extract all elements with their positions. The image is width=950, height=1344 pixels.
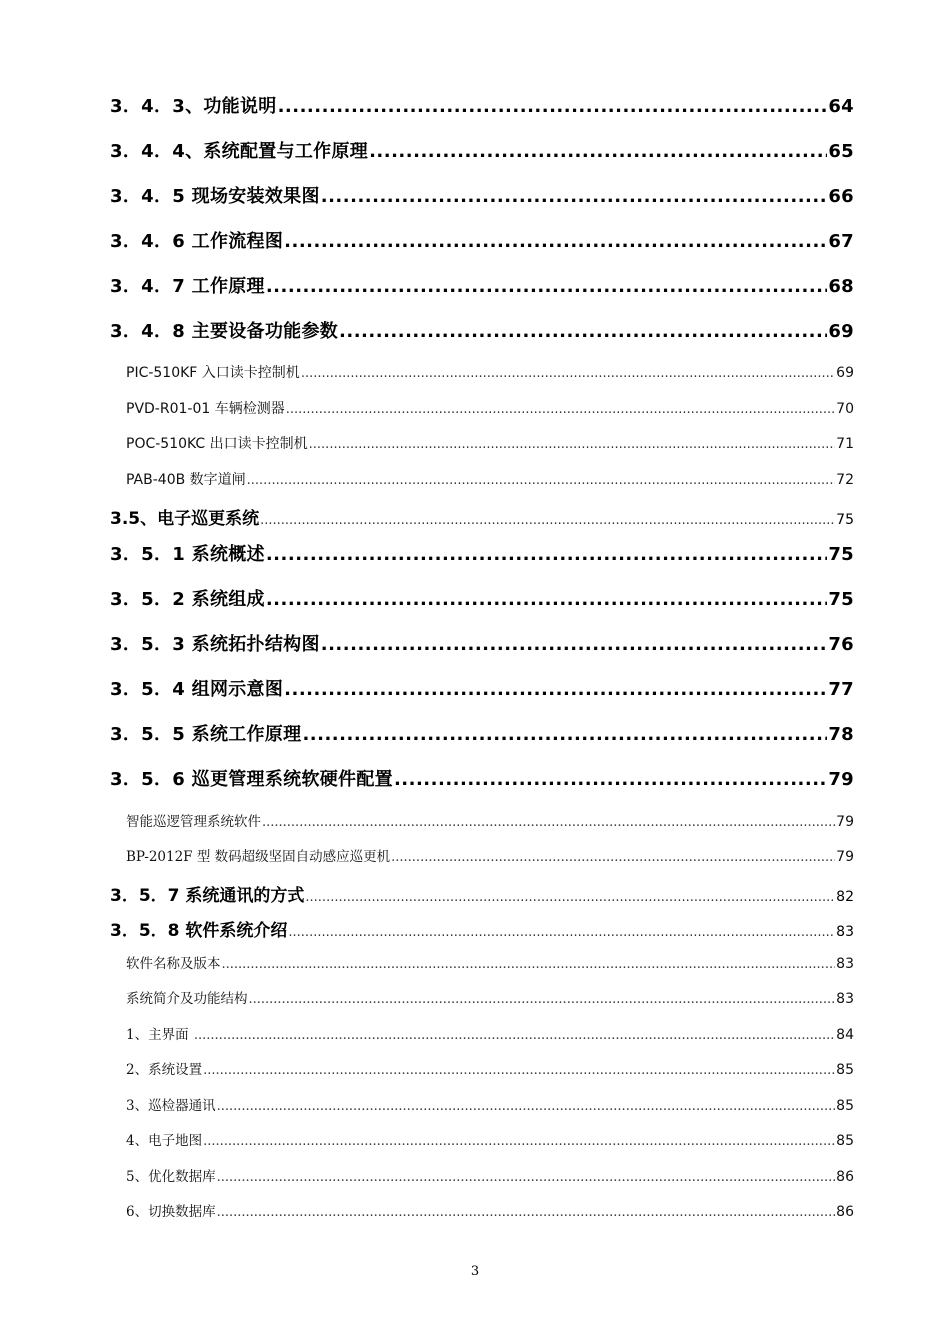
dot-leader: [278, 96, 828, 117]
toc-entry-page: 86: [836, 1204, 854, 1220]
dot-leader: [339, 321, 827, 342]
dot-leader: [305, 890, 835, 905]
toc-entry-title: 3．5．2 系统组成: [110, 588, 265, 610]
toc-entry-title: 3．5．5 系统工作原理: [110, 723, 302, 745]
toc-entry-page: 72: [836, 471, 854, 488]
toc-entry-title: 3.5、电子巡更系统: [110, 509, 260, 529]
toc-entry[interactable]: [110, 317, 854, 362]
toc-entry[interactable]: [110, 952, 854, 988]
toc-entry-page: 70: [836, 400, 854, 417]
toc-entry[interactable]: [110, 845, 854, 881]
toc-entry-page: 77: [828, 678, 854, 700]
toc-entry[interactable]: [110, 398, 854, 434]
dot-leader: [266, 589, 828, 610]
toc-entry-title: 3．5．3 系统拓扑结构图: [110, 633, 320, 655]
toc-entry[interactable]: [110, 1058, 854, 1094]
dot-leader: [301, 366, 835, 381]
toc-entry-page: 71: [836, 436, 854, 452]
dot-leader: [288, 925, 835, 940]
dot-leader: [369, 141, 827, 162]
toc-entry[interactable]: [110, 987, 854, 1023]
toc-entry-title: POC-510KC 出口读卡控制机: [126, 436, 308, 452]
toc-entry-title: 系统简介及功能结构: [126, 991, 248, 1007]
toc-entry[interactable]: [110, 765, 854, 810]
toc-entry[interactable]: [110, 881, 854, 917]
dot-leader: [394, 769, 827, 790]
dot-leader: [391, 850, 835, 865]
toc-entry-title: 4、电子地图: [126, 1133, 203, 1149]
dot-leader: [309, 437, 836, 452]
toc-entry-page: 67: [828, 231, 854, 252]
toc-entry[interactable]: [110, 630, 854, 675]
toc-entry[interactable]: [110, 1165, 854, 1201]
dot-leader: [260, 513, 835, 528]
toc-entry-title: BP-2012F 型 数码超级坚固自动感应巡更机: [126, 849, 391, 865]
toc-entry-page: 75: [828, 543, 854, 565]
toc-entry[interactable]: [110, 810, 854, 846]
toc-entry-title: 3．5．1 系统概述: [110, 543, 265, 565]
toc-entry-page: 69: [836, 365, 854, 381]
table-of-contents: [110, 92, 854, 1236]
toc-entry[interactable]: [110, 137, 854, 182]
toc-entry-title: PIC-510KF 入口读卡控制机: [126, 365, 300, 381]
dot-leader: [217, 1099, 836, 1114]
toc-entry-title: 2、系统设置: [126, 1062, 203, 1078]
toc-entry-title: PVD-R01-01 车辆检测器: [126, 400, 285, 417]
dot-leader: [217, 1205, 836, 1220]
toc-entry-page: 85: [836, 1133, 854, 1149]
dot-leader: [203, 1134, 835, 1149]
toc-entry-page: 82: [836, 888, 854, 905]
toc-entry-title: 3．5．4 组网示意图: [110, 678, 284, 700]
toc-entry[interactable]: [110, 272, 854, 317]
dot-leader: [249, 992, 836, 1007]
toc-entry-title: 3．4．8 主要设备功能参数: [110, 321, 339, 342]
toc-entry-page: 85: [836, 1062, 854, 1078]
toc-entry-title: 3．5．6 巡更管理系统软硬件配置: [110, 768, 393, 790]
toc-entry[interactable]: [110, 469, 854, 505]
toc-entry-title: 3．4．7 工作原理: [110, 276, 265, 297]
toc-entry-page: 75: [828, 588, 854, 610]
toc-entry-page: 83: [836, 955, 854, 972]
dot-leader: [286, 402, 835, 417]
toc-entry-page: 76: [828, 633, 854, 655]
toc-entry-title: 软件名称及版本: [126, 955, 221, 972]
dot-leader: [203, 1063, 835, 1078]
dot-leader: [321, 186, 828, 207]
dot-leader: [222, 957, 836, 972]
toc-entry[interactable]: [110, 1023, 854, 1059]
toc-entry-page: 79: [836, 849, 854, 865]
toc-entry-title: 1、主界面: [126, 1026, 193, 1043]
toc-entry-title: 5、优化数据库: [126, 1168, 216, 1185]
toc-entry-title: 3、巡检器通讯: [126, 1097, 216, 1114]
dot-leader: [266, 544, 828, 565]
dot-leader: [194, 1028, 835, 1043]
toc-entry[interactable]: [110, 720, 854, 765]
toc-entry[interactable]: [110, 182, 854, 227]
dot-leader: [321, 634, 828, 655]
page-number: 3: [470, 1264, 480, 1279]
toc-entry[interactable]: [110, 675, 854, 720]
toc-entry-title: 3．4．4、系统配置与工作原理: [110, 141, 369, 162]
toc-entry-title: 3．4．6 工作流程图: [110, 231, 284, 252]
toc-entry[interactable]: [110, 540, 854, 585]
toc-entry[interactable]: [110, 585, 854, 630]
toc-entry-title: 3．5．7 系统通讯的方式: [110, 885, 305, 906]
toc-entry-page: 65: [828, 141, 854, 162]
dot-leader: [262, 815, 835, 830]
toc-entry-page: 83: [836, 991, 854, 1007]
dot-leader: [217, 1170, 836, 1185]
toc-entry-page: 83: [836, 924, 854, 940]
toc-entry-title: 3．4．5 现场安装效果图: [110, 186, 320, 207]
toc-entry-title: 6、切换数据库: [126, 1204, 216, 1220]
dot-leader: [302, 724, 827, 745]
toc-entry-page: 69: [828, 321, 854, 342]
toc-entry[interactable]: [110, 433, 854, 469]
toc-entry-title: 3．4．3、功能说明: [110, 96, 277, 117]
toc-entry[interactable]: [110, 1094, 854, 1130]
dot-leader: [284, 679, 827, 700]
toc-entry-title: 智能巡逻管理系统软件: [126, 813, 261, 830]
toc-entry-page: 86: [836, 1168, 854, 1185]
toc-entry-page: 66: [828, 186, 854, 207]
dot-leader: [247, 473, 836, 488]
toc-entry-page: 79: [828, 768, 854, 790]
toc-entry-title: 3．5．8 软件系统介绍: [110, 921, 288, 941]
toc-entry-page: 84: [836, 1026, 854, 1043]
toc-entry-page: 68: [828, 276, 854, 297]
toc-entry[interactable]: [110, 504, 854, 540]
toc-entry-page: 85: [836, 1097, 854, 1114]
toc-entry-page: 64: [828, 96, 854, 117]
toc-entry[interactable]: [110, 227, 854, 272]
toc-entry-page: 79: [836, 813, 854, 830]
dot-leader: [266, 276, 828, 297]
toc-entry-title: PAB-40B 数字道闸: [126, 471, 246, 488]
toc-entry-page: 78: [828, 723, 854, 745]
dot-leader: [284, 231, 827, 252]
toc-entry[interactable]: [110, 1129, 854, 1165]
toc-entry[interactable]: [110, 362, 854, 398]
toc-entry[interactable]: [110, 916, 854, 952]
toc-entry[interactable]: [110, 92, 854, 137]
toc-entry-page: 75: [836, 512, 854, 528]
toc-entry[interactable]: [110, 1200, 854, 1236]
